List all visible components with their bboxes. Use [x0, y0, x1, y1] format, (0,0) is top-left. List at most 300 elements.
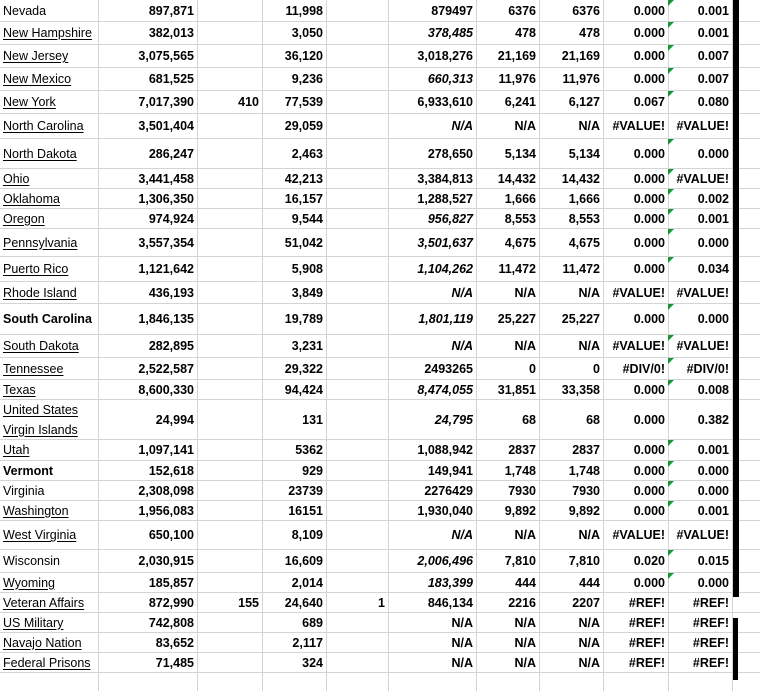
cell-c6[interactable]	[476, 573, 539, 592]
cell-name[interactable]	[0, 282, 98, 303]
cell-c5[interactable]	[388, 91, 476, 113]
cell-c3[interactable]	[262, 633, 326, 652]
cell-c7[interactable]	[539, 304, 603, 334]
cell-c1[interactable]	[98, 189, 197, 208]
error-indicator-icon[interactable]	[668, 304, 674, 310]
cell-c5[interactable]	[388, 358, 476, 379]
cell-c1[interactable]	[98, 335, 197, 357]
cell-c7[interactable]	[539, 68, 603, 90]
cell-c7[interactable]	[539, 91, 603, 113]
cell-c1[interactable]	[98, 400, 197, 439]
cell-c4[interactable]	[326, 481, 388, 500]
cell-c6[interactable]	[476, 633, 539, 652]
row-name-link[interactable]: Federal Prisons	[3, 655, 91, 670]
cell-c2[interactable]	[197, 633, 262, 652]
cell-c6[interactable]	[476, 22, 539, 44]
cell-c6[interactable]	[476, 304, 539, 334]
cell-c5[interactable]	[388, 521, 476, 549]
error-indicator-icon[interactable]	[668, 169, 674, 175]
cell-c6[interactable]	[476, 613, 539, 632]
cell-name[interactable]	[0, 189, 98, 208]
cell-c4[interactable]	[326, 550, 388, 572]
cell-c8[interactable]	[603, 139, 668, 168]
cell-name[interactable]	[0, 593, 98, 612]
cell-c7[interactable]	[539, 335, 603, 357]
cell-c3[interactable]	[262, 521, 326, 549]
row-name-link[interactable]: Tennessee	[3, 361, 64, 376]
cell-c5[interactable]	[388, 282, 476, 303]
cell-c5[interactable]	[388, 169, 476, 188]
cell-c6[interactable]	[476, 593, 539, 612]
cell-c5[interactable]	[388, 139, 476, 168]
cell-c7[interactable]	[539, 633, 603, 652]
cell-c3[interactable]	[262, 304, 326, 334]
cell-c7[interactable]	[539, 461, 603, 480]
cell-c2[interactable]	[197, 22, 262, 44]
cell-c9[interactable]	[668, 189, 732, 208]
cell-c3[interactable]	[262, 22, 326, 44]
cell-c1[interactable]	[98, 613, 197, 632]
row-name-link[interactable]: Utah	[3, 443, 30, 457]
cell-c3[interactable]	[262, 481, 326, 500]
cell-c5[interactable]	[388, 335, 476, 357]
cell-c4[interactable]	[326, 22, 388, 44]
cell-c6[interactable]	[476, 209, 539, 228]
cell-c2[interactable]	[197, 68, 262, 90]
cell-c1[interactable]	[98, 169, 197, 188]
cell-c5[interactable]	[388, 114, 476, 138]
cell-c1[interactable]	[98, 481, 197, 500]
cell-c9[interactable]	[668, 633, 732, 652]
cell-c9[interactable]	[668, 653, 732, 672]
cell-c9[interactable]	[668, 335, 732, 357]
cell-c5[interactable]	[388, 613, 476, 632]
cell-c3[interactable]	[262, 593, 326, 612]
cell-c8[interactable]	[603, 229, 668, 256]
error-indicator-icon[interactable]	[668, 139, 674, 145]
cell-c9[interactable]	[668, 461, 732, 480]
cell-c1[interactable]	[98, 229, 197, 256]
cell-c3[interactable]	[262, 501, 326, 520]
cell-c7[interactable]	[539, 380, 603, 399]
cell-name[interactable]	[0, 139, 98, 168]
cell-c4[interactable]	[326, 573, 388, 592]
cell-c8[interactable]	[603, 0, 668, 21]
cell-c7[interactable]	[539, 593, 603, 612]
row-name-link[interactable]: South Dakota	[3, 339, 79, 353]
cell-c7[interactable]	[539, 257, 603, 281]
cell-c9[interactable]	[668, 169, 732, 188]
cell-c3[interactable]	[262, 440, 326, 460]
cell-c1[interactable]	[98, 68, 197, 90]
cell-c7[interactable]	[539, 229, 603, 256]
cell-c1[interactable]	[98, 304, 197, 334]
cell-c8[interactable]	[603, 481, 668, 500]
cell-c6[interactable]	[476, 68, 539, 90]
cell-name[interactable]	[0, 169, 98, 188]
cell-c1[interactable]	[98, 45, 197, 67]
cell-c2[interactable]	[197, 209, 262, 228]
cell-c2[interactable]	[197, 0, 262, 21]
row-name-link[interactable]: West Virginia	[3, 528, 77, 542]
cell-c5[interactable]	[388, 653, 476, 672]
cell-c3[interactable]	[262, 68, 326, 90]
cell-c9[interactable]	[668, 613, 732, 632]
cell-c4[interactable]	[326, 169, 388, 188]
cell-c7[interactable]	[539, 45, 603, 67]
error-indicator-icon[interactable]	[668, 45, 674, 51]
cell-c4[interactable]	[326, 633, 388, 652]
error-indicator-icon[interactable]	[668, 335, 674, 341]
cell-c5[interactable]	[388, 68, 476, 90]
cell-c2[interactable]	[197, 114, 262, 138]
cell-c3[interactable]	[262, 400, 326, 439]
cell-name[interactable]	[0, 461, 98, 480]
cell-c9[interactable]	[668, 380, 732, 399]
cell-c6[interactable]	[476, 380, 539, 399]
cell-c9[interactable]	[668, 593, 732, 612]
cell-c2[interactable]	[197, 229, 262, 256]
cell-c5[interactable]	[388, 209, 476, 228]
cell-c1[interactable]	[98, 22, 197, 44]
cell-c3[interactable]	[262, 169, 326, 188]
cell-c8[interactable]	[603, 22, 668, 44]
cell-c4[interactable]	[326, 114, 388, 138]
row-name-link[interactable]: United States Virgin Islands	[3, 402, 79, 437]
cell-c1[interactable]	[98, 139, 197, 168]
cell-c2[interactable]	[197, 400, 262, 439]
cell-name[interactable]	[0, 91, 98, 113]
error-indicator-icon[interactable]	[668, 257, 674, 263]
cell-c5[interactable]	[388, 573, 476, 592]
cell-c9[interactable]	[668, 22, 732, 44]
cell-c4[interactable]	[326, 593, 388, 612]
cell-c3[interactable]	[262, 0, 326, 21]
cell-c4[interactable]	[326, 229, 388, 256]
cell-c8[interactable]	[603, 358, 668, 379]
cell-name[interactable]	[0, 45, 98, 67]
cell-c6[interactable]	[476, 400, 539, 439]
cell-name[interactable]	[0, 653, 98, 672]
cell-c7[interactable]	[539, 501, 603, 520]
cell-c3[interactable]	[262, 653, 326, 672]
cell-c9[interactable]	[668, 521, 732, 549]
error-indicator-icon[interactable]	[668, 0, 674, 6]
cell-c5[interactable]	[388, 45, 476, 67]
cell-c2[interactable]	[197, 45, 262, 67]
cell-name[interactable]	[0, 335, 98, 357]
cell-c9[interactable]	[668, 68, 732, 90]
cell-c8[interactable]	[603, 169, 668, 188]
cell-name[interactable]	[0, 358, 98, 379]
row-name-link[interactable]: Pennsylvania	[3, 235, 78, 250]
cell-name[interactable]	[0, 550, 98, 572]
cell-c1[interactable]	[98, 282, 197, 303]
cell-c9[interactable]	[668, 257, 732, 281]
error-indicator-icon[interactable]	[668, 209, 674, 215]
cell-c1[interactable]	[98, 653, 197, 672]
cell-c3[interactable]	[262, 257, 326, 281]
row-name-link[interactable]: Washington	[3, 503, 69, 518]
cell-c3[interactable]	[262, 550, 326, 572]
cell-c8[interactable]	[603, 613, 668, 632]
cell-c4[interactable]	[326, 139, 388, 168]
error-indicator-icon[interactable]	[668, 380, 674, 386]
cell-c5[interactable]	[388, 304, 476, 334]
cell-c5[interactable]	[388, 0, 476, 21]
cell-c4[interactable]	[326, 380, 388, 399]
cell-c8[interactable]	[603, 550, 668, 572]
cell-c8[interactable]	[603, 440, 668, 460]
cell-c9[interactable]	[668, 229, 732, 256]
cell-c2[interactable]	[197, 282, 262, 303]
cell-c4[interactable]	[326, 257, 388, 281]
cell-c8[interactable]	[603, 304, 668, 334]
cell-c5[interactable]	[388, 550, 476, 572]
cell-c7[interactable]	[539, 209, 603, 228]
cell-c5[interactable]	[388, 481, 476, 500]
cell-c5[interactable]	[388, 257, 476, 281]
cell-c5[interactable]	[388, 229, 476, 256]
cell-c1[interactable]	[98, 114, 197, 138]
cell-c6[interactable]	[476, 91, 539, 113]
cell-c4[interactable]	[326, 304, 388, 334]
cell-c6[interactable]	[476, 169, 539, 188]
cell-c1[interactable]	[98, 209, 197, 228]
cell-c4[interactable]	[326, 91, 388, 113]
cell-c7[interactable]	[539, 169, 603, 188]
cell-c2[interactable]	[197, 335, 262, 357]
row-name-link[interactable]: Texas	[3, 382, 36, 397]
cell-c6[interactable]	[476, 440, 539, 460]
cell-c2[interactable]	[197, 550, 262, 572]
cell-c9[interactable]	[668, 550, 732, 572]
cell-c6[interactable]	[476, 358, 539, 379]
cell-c3[interactable]	[262, 229, 326, 256]
cell-c8[interactable]	[603, 653, 668, 672]
row-name-link[interactable]: New Jersey	[3, 49, 69, 63]
cell-c1[interactable]	[98, 521, 197, 549]
cell-c8[interactable]	[603, 282, 668, 303]
cell-name[interactable]	[0, 440, 98, 460]
cell-c3[interactable]	[262, 380, 326, 399]
cell-c5[interactable]	[388, 501, 476, 520]
cell-c4[interactable]	[326, 613, 388, 632]
cell-c3[interactable]	[262, 358, 326, 379]
cell-c3[interactable]	[262, 573, 326, 592]
cell-c3[interactable]	[262, 189, 326, 208]
cell-c6[interactable]	[476, 189, 539, 208]
row-name-link[interactable]: New Hampshire	[3, 26, 92, 40]
cell-c9[interactable]	[668, 400, 732, 439]
cell-c9[interactable]	[668, 282, 732, 303]
error-indicator-icon[interactable]	[668, 68, 674, 74]
cell-c3[interactable]	[262, 45, 326, 67]
cell-c1[interactable]	[98, 358, 197, 379]
cell-c8[interactable]	[603, 45, 668, 67]
cell-c1[interactable]	[98, 91, 197, 113]
error-indicator-icon[interactable]	[668, 501, 674, 507]
cell-c6[interactable]	[476, 282, 539, 303]
cell-c8[interactable]	[603, 501, 668, 520]
cell-c7[interactable]	[539, 139, 603, 168]
cell-c2[interactable]	[197, 358, 262, 379]
cell-c8[interactable]	[603, 461, 668, 480]
cell-c2[interactable]	[197, 380, 262, 399]
cell-c7[interactable]	[539, 550, 603, 572]
cell-c5[interactable]	[388, 633, 476, 652]
cell-c2[interactable]	[197, 440, 262, 460]
cell-c6[interactable]	[476, 550, 539, 572]
cell-c3[interactable]	[262, 209, 326, 228]
cell-c8[interactable]	[603, 91, 668, 113]
cell-c6[interactable]	[476, 0, 539, 21]
row-name-link[interactable]: Wyoming	[3, 575, 55, 590]
cell-name[interactable]	[0, 68, 98, 90]
cell-c2[interactable]	[197, 613, 262, 632]
row-name-link[interactable]: North Carolina	[3, 119, 84, 133]
cell-c6[interactable]	[476, 114, 539, 138]
cell-c1[interactable]	[98, 501, 197, 520]
cell-c1[interactable]	[98, 440, 197, 460]
cell-c8[interactable]	[603, 335, 668, 357]
row-name-link[interactable]: New York	[3, 95, 56, 109]
cell-c5[interactable]	[388, 440, 476, 460]
cell-c1[interactable]	[98, 573, 197, 592]
cell-c7[interactable]	[539, 0, 603, 21]
cell-c2[interactable]	[197, 91, 262, 113]
cell-c3[interactable]	[262, 613, 326, 632]
cell-c8[interactable]	[603, 380, 668, 399]
cell-c2[interactable]	[197, 593, 262, 612]
cell-c5[interactable]	[388, 380, 476, 399]
cell-c3[interactable]	[262, 335, 326, 357]
cell-c4[interactable]	[326, 209, 388, 228]
cell-name[interactable]	[0, 573, 98, 592]
cell-c6[interactable]	[476, 481, 539, 500]
cell-c4[interactable]	[326, 400, 388, 439]
cell-c7[interactable]	[539, 481, 603, 500]
cell-c7[interactable]	[539, 22, 603, 44]
cell-c7[interactable]	[539, 613, 603, 632]
cell-c8[interactable]	[603, 189, 668, 208]
cell-name[interactable]	[0, 114, 98, 138]
cell-c9[interactable]	[668, 45, 732, 67]
cell-c8[interactable]	[603, 521, 668, 549]
row-name-link[interactable]: Veteran Affairs	[3, 595, 85, 610]
cell-c9[interactable]	[668, 440, 732, 460]
cell-c2[interactable]	[197, 521, 262, 549]
cell-c2[interactable]	[197, 653, 262, 672]
cell-c9[interactable]	[668, 481, 732, 500]
error-indicator-icon[interactable]	[668, 461, 674, 467]
cell-c8[interactable]	[603, 114, 668, 138]
cell-c5[interactable]	[388, 593, 476, 612]
cell-c3[interactable]	[262, 114, 326, 138]
cell-c6[interactable]	[476, 461, 539, 480]
cell-c7[interactable]	[539, 400, 603, 439]
cell-c7[interactable]	[539, 282, 603, 303]
cell-c7[interactable]	[539, 440, 603, 460]
cell-c2[interactable]	[197, 139, 262, 168]
cell-c2[interactable]	[197, 461, 262, 480]
cell-c8[interactable]	[603, 573, 668, 592]
cell-c4[interactable]	[326, 440, 388, 460]
row-name-link[interactable]: Rhode Island	[3, 285, 77, 300]
cell-c8[interactable]	[603, 593, 668, 612]
cell-c6[interactable]	[476, 229, 539, 256]
cell-c1[interactable]	[98, 257, 197, 281]
cell-c9[interactable]	[668, 573, 732, 592]
cell-c2[interactable]	[197, 501, 262, 520]
error-indicator-icon[interactable]	[668, 573, 674, 579]
cell-name[interactable]	[0, 521, 98, 549]
cell-name[interactable]	[0, 501, 98, 520]
cell-c5[interactable]	[388, 461, 476, 480]
cell-c3[interactable]	[262, 461, 326, 480]
error-indicator-icon[interactable]	[668, 550, 674, 556]
cell-name[interactable]	[0, 380, 98, 399]
cell-c9[interactable]	[668, 501, 732, 520]
cell-c8[interactable]	[603, 68, 668, 90]
cell-c6[interactable]	[476, 45, 539, 67]
cell-c9[interactable]	[668, 358, 732, 379]
row-name-link[interactable]: US Military	[3, 615, 64, 630]
cell-c9[interactable]	[668, 91, 732, 113]
row-name-link[interactable]: North Dakota	[3, 146, 77, 161]
cell-c4[interactable]	[326, 521, 388, 549]
cell-c1[interactable]	[98, 633, 197, 652]
cell-c7[interactable]	[539, 114, 603, 138]
cell-c9[interactable]	[668, 114, 732, 138]
cell-c3[interactable]	[262, 91, 326, 113]
cell-name[interactable]	[0, 0, 98, 21]
cell-c2[interactable]	[197, 189, 262, 208]
cell-c7[interactable]	[539, 573, 603, 592]
error-indicator-icon[interactable]	[668, 440, 674, 446]
cell-c1[interactable]	[98, 550, 197, 572]
cell-name[interactable]	[0, 304, 98, 334]
error-indicator-icon[interactable]	[668, 358, 674, 364]
cell-c8[interactable]	[603, 209, 668, 228]
cell-c4[interactable]	[326, 653, 388, 672]
cell-c2[interactable]	[197, 481, 262, 500]
cell-c5[interactable]	[388, 189, 476, 208]
cell-c4[interactable]	[326, 501, 388, 520]
error-indicator-icon[interactable]	[668, 481, 674, 487]
cell-c6[interactable]	[476, 501, 539, 520]
cell-c4[interactable]	[326, 45, 388, 67]
cell-c9[interactable]	[668, 0, 732, 21]
cell-c6[interactable]	[476, 335, 539, 357]
cell-c4[interactable]	[326, 461, 388, 480]
cell-c2[interactable]	[197, 257, 262, 281]
cell-c7[interactable]	[539, 521, 603, 549]
cell-c6[interactable]	[476, 521, 539, 549]
cell-name[interactable]	[0, 633, 98, 652]
cell-name[interactable]	[0, 22, 98, 44]
cell-c5[interactable]	[388, 400, 476, 439]
cell-c9[interactable]	[668, 139, 732, 168]
cell-c3[interactable]	[262, 282, 326, 303]
cell-c8[interactable]	[603, 400, 668, 439]
error-indicator-icon[interactable]	[668, 22, 674, 28]
row-name-link[interactable]: Oklahoma	[3, 191, 60, 206]
cell-c1[interactable]	[98, 380, 197, 399]
cell-c7[interactable]	[539, 189, 603, 208]
cell-c4[interactable]	[326, 0, 388, 21]
cell-name[interactable]	[0, 209, 98, 228]
